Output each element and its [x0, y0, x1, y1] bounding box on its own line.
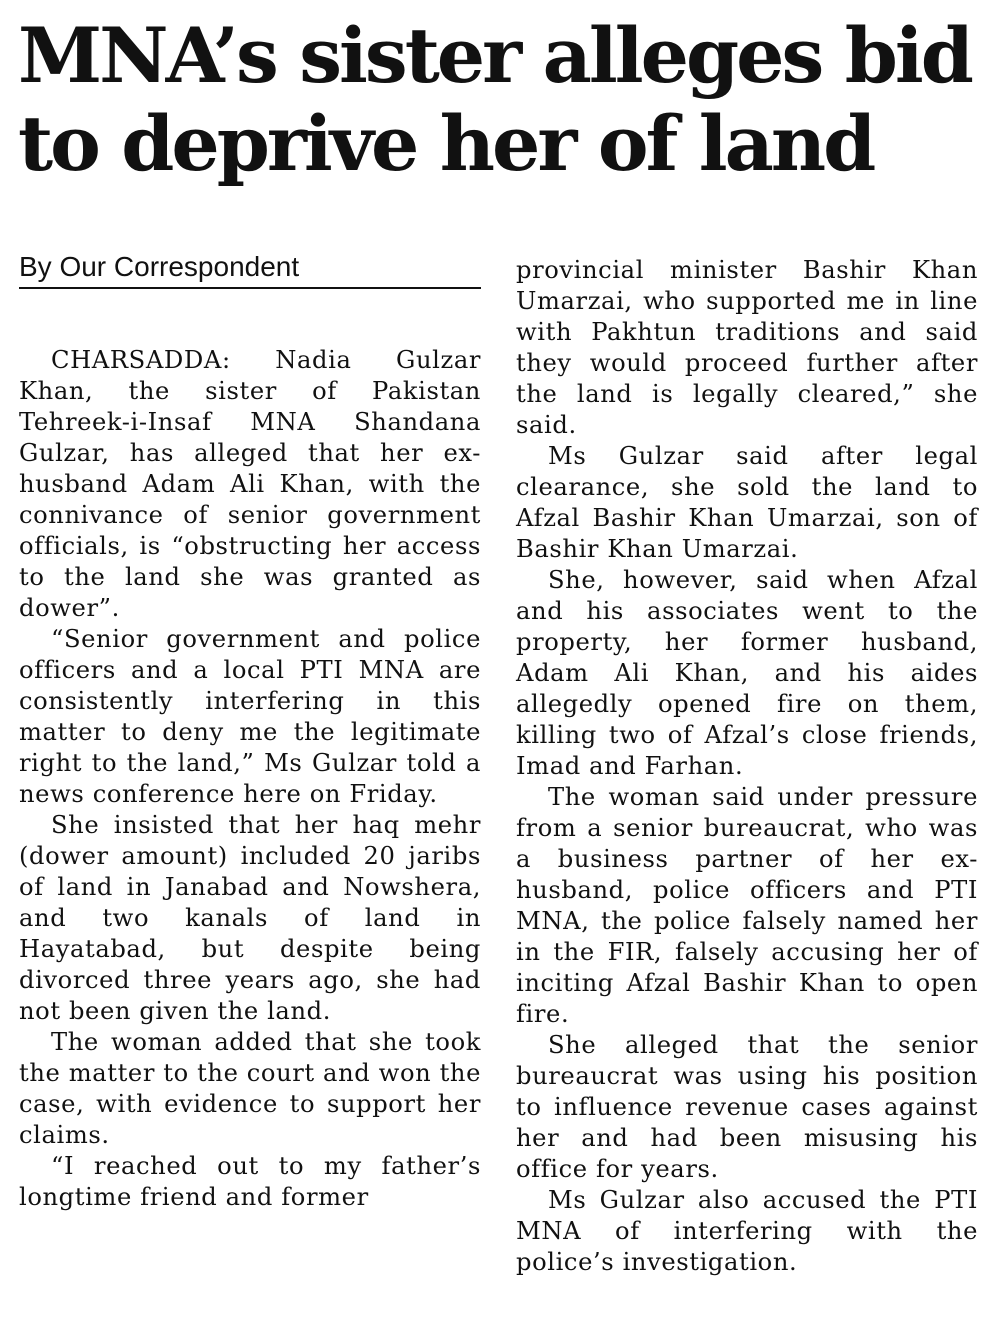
article-column-left: [19, 345, 481, 1213]
paragraph: “Senior government and police officers and a local PTI MNA are consistently interfering in this matter to deny me the legitimate right to the land,” Ms Gulzar told a news conference here on Friday.: [19, 625, 481, 808]
paragraph: She insisted that her haq mehr (dower amount) included 20 jaribs of land in Janabad and Nowshera, and two kanals of land in Hayatabad, but despite being divorced three years ago, she had not been given the land.: [19, 811, 481, 1025]
paragraph: She alleged that the senior bureaucrat was using his position to influence revenue cases against her and had been misusing his office for years.: [516, 1031, 978, 1183]
article-column-right: [516, 255, 978, 1278]
paragraph: The woman said under pressure from a senior bureaucrat, who was a business partner of her ex-husband, police officers and PTI MNA, the police falsely named her in the FIR, falsely accusing her of inciting Afzal Bashir Khan to open fire.: [516, 783, 978, 1028]
paragraph: Ms Gulzar said after legal clearance, she sold the land to Afzal Bashir Khan Umarzai, son of Bashir Khan Umarzai.: [516, 442, 978, 563]
paragraph: The woman added that she took the matter to the court and won the case, with evidence to support her claims.: [19, 1028, 481, 1149]
paragraph: Ms Gulzar also accused the PTI MNA of interfering with the police’s investigation.: [516, 1186, 978, 1276]
paragraph: “I reached out to my father’s longtime friend and former: [19, 1152, 481, 1211]
paragraph-continued: provincial minister Bashir Khan Umarzai, who supported me in line with Pakhtun traditions and said they would proceed further after the land is legally cleared,” she said.: [516, 256, 978, 439]
headline: MNA’s sister alleges bid to deprive her of land: [18, 11, 971, 188]
paragraph: CHARSADDA: Nadia Gulzar Khan, the sister of Pakistan Tehreek-i-Insaf MNA Shandana Gulzar, has alleged that her ex-husband Adam Ali Khan, with the connivance of senior government officials, is “obstructing her access to the land she was granted as dower”.: [19, 346, 481, 622]
byline: By Our Correspondent: [19, 249, 481, 289]
paragraph: She, however, said when Afzal and his associates went to the property, her former husband, Adam Ali Khan, and his aides allegedly opened fire on them, killing two of Afzal’s close friends, Imad and Farhan.: [516, 566, 978, 780]
